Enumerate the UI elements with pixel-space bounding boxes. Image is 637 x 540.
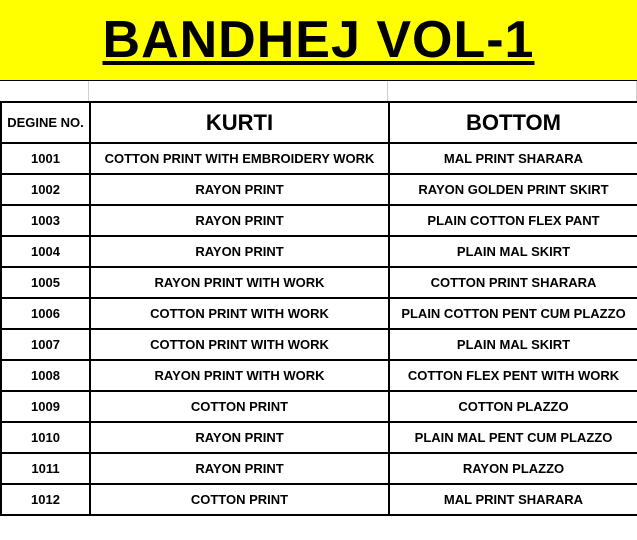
column-header-kurti: KURTI (90, 102, 389, 143)
bottom-cell: PLAIN MAL PENT CUM PLAZZO (389, 422, 637, 453)
bottom-cell: PLAIN MAL SKIRT (389, 329, 637, 360)
design-number-cell: 1007 (1, 329, 90, 360)
design-number-cell: 1011 (1, 453, 90, 484)
table-header-row (1, 102, 637, 143)
kurti-cell: RAYON PRINT (90, 422, 389, 453)
table-row (1, 484, 637, 515)
design-number-cell: 1009 (1, 391, 90, 422)
bottom-cell: PLAIN COTTON PENT CUM PLAZZO (389, 298, 637, 329)
kurti-cell: COTTON PRINT (90, 391, 389, 422)
design-table (0, 101, 637, 516)
table-row (1, 143, 637, 174)
design-number-cell: 1004 (1, 236, 90, 267)
table-row (1, 205, 637, 236)
kurti-cell: COTTON PRINT WITH WORK (90, 298, 389, 329)
design-number-cell: 1002 (1, 174, 90, 205)
design-number-cell: 1010 (1, 422, 90, 453)
spacer-cell (388, 81, 637, 101)
table-row (1, 453, 637, 484)
kurti-cell: RAYON PRINT (90, 236, 389, 267)
design-number-cell: 1003 (1, 205, 90, 236)
bottom-cell: RAYON PLAZZO (389, 453, 637, 484)
kurti-cell: COTTON PRINT WITH EMBROIDERY WORK (90, 143, 389, 174)
column-header-design-no: DEGINE NO. (1, 102, 90, 143)
table-row (1, 298, 637, 329)
table-row (1, 267, 637, 298)
table-row (1, 174, 637, 205)
kurti-cell: RAYON PRINT (90, 174, 389, 205)
design-number-cell: 1006 (1, 298, 90, 329)
table-row (1, 422, 637, 453)
spacer-row (0, 80, 637, 101)
table-row (1, 360, 637, 391)
design-number-cell: 1005 (1, 267, 90, 298)
table-row (1, 391, 637, 422)
design-number-cell: 1001 (1, 143, 90, 174)
bottom-cell: PLAIN MAL SKIRT (389, 236, 637, 267)
bottom-cell: COTTON PLAZZO (389, 391, 637, 422)
kurti-cell: COTTON PRINT (90, 484, 389, 515)
page-title: BANDHEJ VOL-1 (102, 11, 535, 69)
bottom-cell: MAL PRINT SHARARA (389, 484, 637, 515)
bottom-cell: COTTON FLEX PENT WITH WORK (389, 360, 637, 391)
spacer-cell (0, 81, 89, 101)
design-number-cell: 1008 (1, 360, 90, 391)
bottom-cell: COTTON PRINT SHARARA (389, 267, 637, 298)
table-row (1, 329, 637, 360)
table-row (1, 236, 637, 267)
design-number-cell: 1012 (1, 484, 90, 515)
kurti-cell: RAYON PRINT (90, 453, 389, 484)
bottom-cell: MAL PRINT SHARARA (389, 143, 637, 174)
bottom-cell: RAYON GOLDEN PRINT SKIRT (389, 174, 637, 205)
column-header-bottom: BOTTOM (389, 102, 637, 143)
kurti-cell: COTTON PRINT WITH WORK (90, 329, 389, 360)
title-banner (0, 0, 637, 80)
kurti-cell: RAYON PRINT (90, 205, 389, 236)
kurti-cell: RAYON PRINT WITH WORK (90, 360, 389, 391)
spacer-cell (89, 81, 388, 101)
bottom-cell: PLAIN COTTON FLEX PANT (389, 205, 637, 236)
kurti-cell: RAYON PRINT WITH WORK (90, 267, 389, 298)
